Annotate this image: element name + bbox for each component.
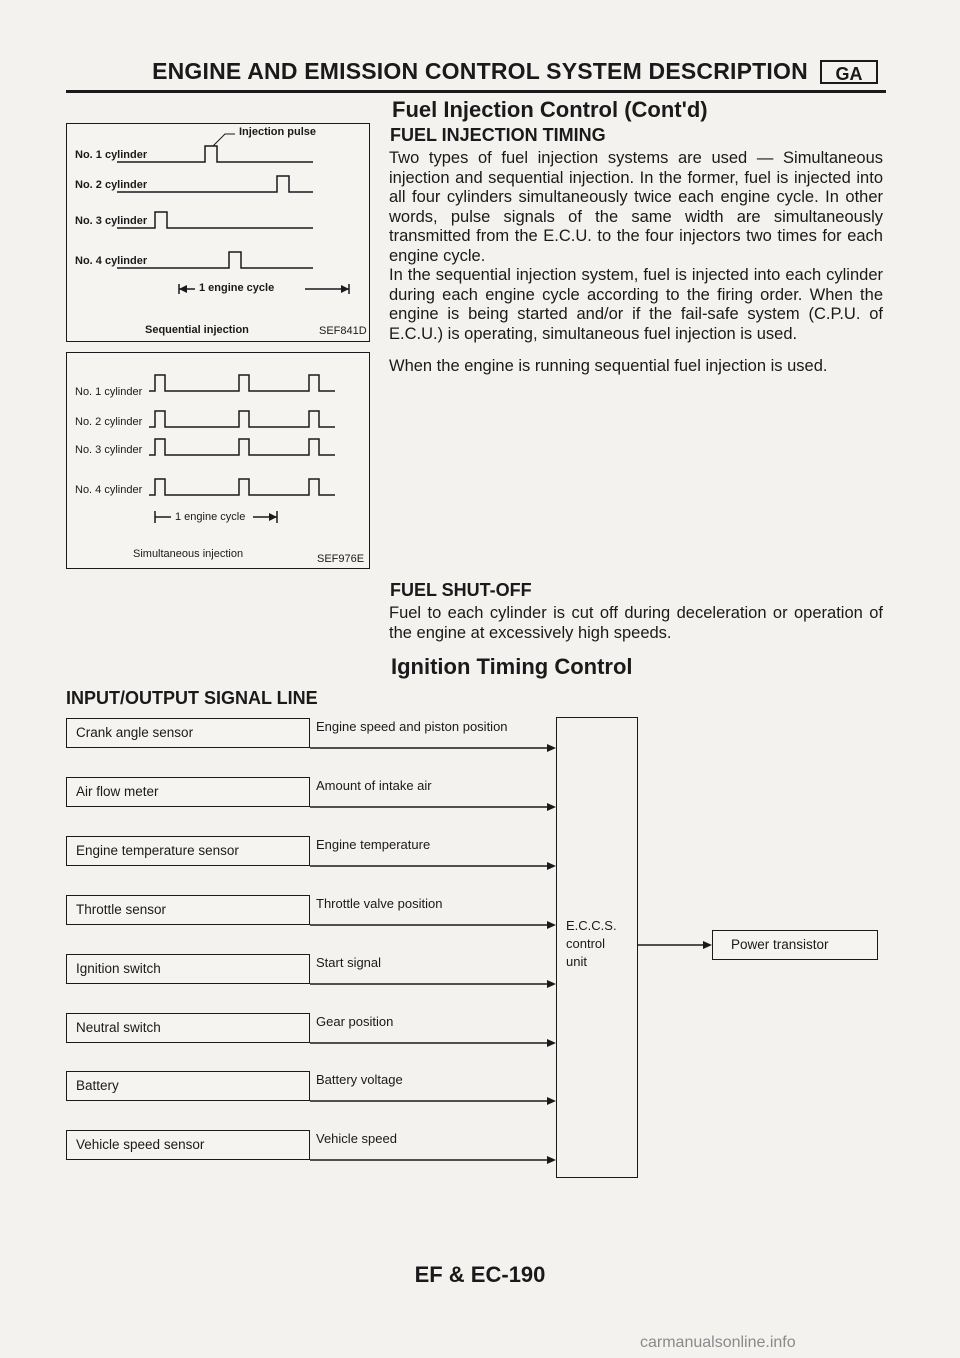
signal-label: Battery voltage xyxy=(316,1072,403,1087)
injection-pulse-label: Injection pulse xyxy=(239,126,317,138)
seq-cyl4-label: No. 4 cylinder xyxy=(75,255,148,267)
ecu-label-1: E.C.C.S. xyxy=(566,918,617,933)
fuel-injection-title: Fuel Injection Control (Cont'd) xyxy=(392,97,708,122)
signal-arrow xyxy=(547,1039,556,1047)
seq-cycle-label: 1 engine cycle xyxy=(199,282,275,294)
signal-arrow xyxy=(547,1156,556,1164)
signal-arrow xyxy=(547,862,556,870)
signal-label: Engine temperature xyxy=(316,837,431,852)
ecu-label-2: control xyxy=(566,936,606,951)
signal-label: Throttle valve position xyxy=(316,896,443,911)
seq-figure-code: SEF841D xyxy=(319,325,367,337)
signal-label: Vehicle speed xyxy=(316,1131,397,1146)
signal-label: Engine speed and piston position xyxy=(316,719,508,734)
sensor-box: Vehicle speed sensor xyxy=(66,1130,310,1160)
injection-para-2: In the sequential injection system, fuel is injected into each cylinder during each engine cycle according to the firing order. When the engine is being started and/or if the fail-safe system (C.P.U. of E.C.U.) is operating, simultaneous fuel injection is used. xyxy=(389,266,883,343)
signal-arrow xyxy=(547,744,556,752)
fuel-shutoff-text: Fuel to each cylinder is cut off during deceleration or operation of the engine at excessively high speeds. xyxy=(389,604,883,642)
signal-label: Start signal xyxy=(316,955,382,970)
sim-cyl4-label: No. 4 cylinder xyxy=(75,484,143,496)
sensor-box: Battery xyxy=(66,1071,310,1101)
sim-cycle-label: 1 engine cycle xyxy=(175,511,246,523)
output-arrow xyxy=(703,941,712,949)
sim-cyl3-label: No. 3 cylinder xyxy=(75,444,143,456)
watermark: carmanualsonline.info xyxy=(640,1334,796,1351)
sensor-box: Engine temperature sensor xyxy=(66,836,310,866)
signal-label: Amount of intake air xyxy=(316,778,432,793)
sensor-box: Throttle sensor xyxy=(66,895,310,925)
injection-timing-heading: FUEL INJECTION TIMING xyxy=(390,125,606,145)
sensor-box: Air flow meter xyxy=(66,777,310,807)
sensor-box: Crank angle sensor xyxy=(66,718,310,748)
seq-caption: Sequential injection xyxy=(145,324,249,336)
signal-arrow xyxy=(547,803,556,811)
sensor-box: Ignition switch xyxy=(66,954,310,984)
seq-cyl3-label: No. 3 cylinder xyxy=(75,215,148,227)
sim-figure-code: SEF976E xyxy=(317,553,365,565)
sensor-box: Neutral switch xyxy=(66,1013,310,1043)
sim-cyl1-label: No. 1 cylinder xyxy=(75,386,143,398)
page-number: EF & EC-190 xyxy=(414,1262,546,1287)
signal-label: Gear position xyxy=(316,1014,394,1029)
ecu-label-3: unit xyxy=(566,954,587,969)
page-header-title: ENGINE AND EMISSION CONTROL SYSTEM DESCRIPTION xyxy=(152,58,808,84)
sim-caption: Simultaneous injection xyxy=(133,548,244,560)
seq-cyl2-label: No. 2 cylinder xyxy=(75,179,148,191)
injection-para-3: When the engine is running sequential fuel injection is used. xyxy=(389,357,828,375)
fuel-shutoff-heading: FUEL SHUT-OFF xyxy=(390,580,532,600)
sim-cyl2-label: No. 2 cylinder xyxy=(75,416,143,428)
signal-arrow xyxy=(547,980,556,988)
io-signal-heading: INPUT/OUTPUT SIGNAL LINE xyxy=(66,688,318,708)
power-transistor-box: Power transistor xyxy=(712,930,878,960)
signal-arrow xyxy=(547,1097,556,1105)
section-badge: GA xyxy=(820,60,878,84)
signal-arrow xyxy=(547,921,556,929)
injection-para-1: Two types of fuel injection systems are used — Simultaneous injection and sequential injection. In the former, fuel is injected into all four cylinders simultaneously twice each engine cycle. In other words, pulse signals of the same width are simultaneously transmitted from the E.C.U. to the four injectors two times for each engine cycle. xyxy=(389,149,883,265)
ignition-timing-title: Ignition Timing Control xyxy=(391,654,633,679)
seq-cyl1-label: No. 1 cylinder xyxy=(75,149,148,161)
